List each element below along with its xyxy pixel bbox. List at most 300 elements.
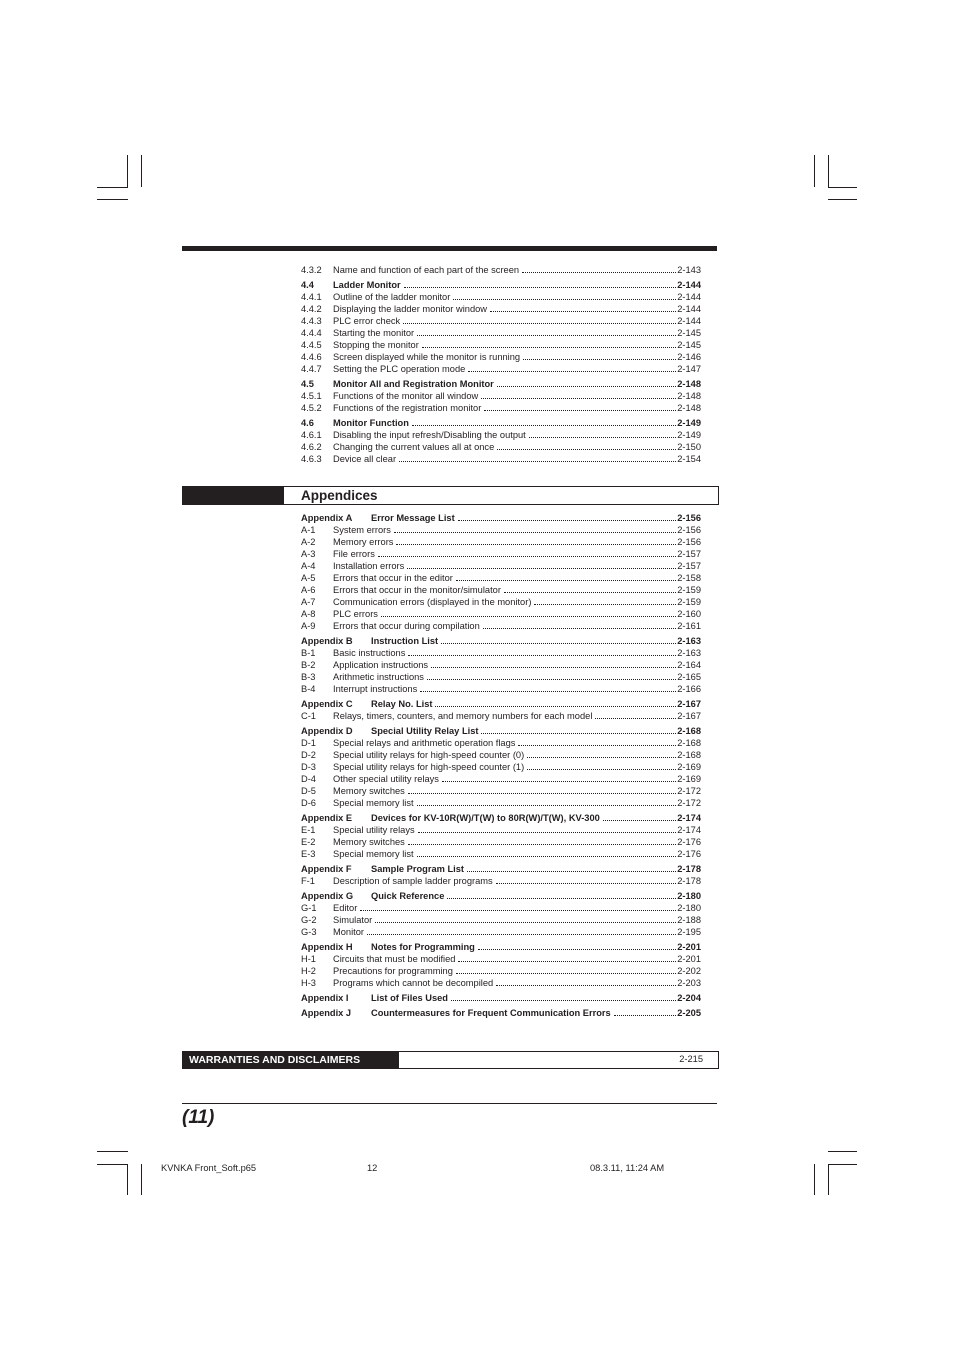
toc-entry-row <box>301 536 701 548</box>
toc-dot-leader <box>468 363 676 372</box>
toc-entry-page: 2-154 <box>677 454 701 464</box>
toc-entry-page: 2-167 <box>677 699 701 709</box>
toc-entry-page: 2-144 <box>677 316 701 326</box>
toc-entry-number: D-1 <box>301 738 316 748</box>
toc-dot-leader <box>431 659 676 668</box>
toc-entry-number: B-3 <box>301 672 316 682</box>
toc-entry-number: A-1 <box>301 525 316 535</box>
toc-entry-page: 2-160 <box>677 609 701 619</box>
crop-mark-top-right-h1 <box>828 187 857 188</box>
toc-entry-title: Monitor <box>333 927 365 937</box>
toc-entry-title: Disabling the input refresh/Disabling the output <box>333 430 526 440</box>
toc-entry-title: Devices for KV-10R(W)/T(W) to 80R(W)/T(W), KV-300 <box>371 813 600 823</box>
toc-entry-page: 2-156 <box>677 537 701 547</box>
toc-dot-leader <box>456 965 676 974</box>
toc-dot-leader <box>481 390 676 399</box>
slug-filename: KVNKA Front_Soft.p65 <box>161 1163 257 1173</box>
toc-entry-title: Errors that occur in the monitor/simulator <box>333 585 501 595</box>
toc-entry-title: System errors <box>333 525 391 535</box>
toc-entry-page: 2-149 <box>677 430 701 440</box>
toc-dot-leader <box>435 698 676 707</box>
toc-entry-number: A-5 <box>301 573 316 583</box>
toc-dot-leader <box>404 279 677 288</box>
toc-entry-row <box>301 390 701 402</box>
toc-dot-leader <box>407 560 676 569</box>
toc-dot-leader <box>360 902 676 911</box>
toc-entry-page: 2-168 <box>677 738 701 748</box>
toc-entry-page: 2-157 <box>677 561 701 571</box>
toc-entry-number: A-4 <box>301 561 316 571</box>
toc-entry-row <box>301 797 701 809</box>
toc-heading-row <box>301 635 701 647</box>
toc-dot-leader <box>399 453 676 462</box>
toc-dot-leader <box>456 572 676 581</box>
toc-dot-leader <box>441 635 676 644</box>
toc-entry-title: Special utility relays <box>333 825 415 835</box>
toc-entry-number: D-3 <box>301 762 316 772</box>
toc-entry-title: Relay No. List <box>371 699 433 709</box>
toc-entry-page: 2-157 <box>677 549 701 559</box>
toc-dot-leader <box>504 584 676 593</box>
toc-entry-title: Screen displayed while the monitor is running <box>333 352 521 362</box>
toc-dot-leader <box>408 785 676 794</box>
toc-dot-leader <box>478 941 676 950</box>
toc-dot-leader <box>529 429 676 438</box>
toc-dot-leader <box>483 620 676 629</box>
toc-entry-title: Errors that occur in the editor <box>333 573 453 583</box>
toc-entry-number: A-6 <box>301 585 316 595</box>
toc-entry-number: B-1 <box>301 648 316 658</box>
toc-entry-number: G-1 <box>301 903 317 913</box>
toc-entry-title: Displaying the ladder monitor window <box>333 304 487 314</box>
slug-date: 08.3.11, 11:24 AM <box>590 1163 665 1173</box>
toc-entry-title: Circuits that must be modified <box>333 954 456 964</box>
toc-entry-row <box>301 584 701 596</box>
toc-entry-number: A-2 <box>301 537 316 547</box>
toc-entry-number: Appendix H <box>301 942 353 952</box>
toc-entry-title: Monitor All and Registration Monitor <box>333 379 494 389</box>
toc-entry-row <box>301 749 701 761</box>
toc-dot-leader <box>458 512 677 521</box>
toc-entry-page: 2-144 <box>677 280 701 290</box>
toc-entry-page: 2-161 <box>677 621 701 631</box>
toc-entry-row <box>301 761 701 773</box>
toc-entry-number: Appendix I <box>301 993 349 1003</box>
toc-dot-leader <box>375 914 676 923</box>
toc-entry-page: 2-168 <box>677 750 701 760</box>
appendices-heading: Appendices <box>301 488 378 503</box>
toc-entry-page: 2-150 <box>677 442 701 452</box>
toc-entry-row <box>301 914 701 926</box>
toc-dot-leader <box>603 812 676 821</box>
toc-entry-page: 2-144 <box>677 304 701 314</box>
crop-mark-bottom-right-h1 <box>828 1151 857 1152</box>
toc-entry-row <box>301 548 701 560</box>
warranties-page: 2-215 <box>679 1054 703 1064</box>
toc-dot-leader <box>418 824 677 833</box>
toc-entry-number: Appendix F <box>301 864 352 874</box>
toc-entry-row <box>301 620 701 632</box>
toc-heading-row <box>301 1007 701 1019</box>
toc-entry-row <box>301 965 701 977</box>
toc-entry-title: Outline of the ladder monitor <box>333 292 451 302</box>
toc-heading-row <box>301 890 701 902</box>
toc-entry-title: Simulator <box>333 915 373 925</box>
toc-entry-row <box>301 291 701 303</box>
toc-entry-page: 2-163 <box>677 648 701 658</box>
toc-dot-leader <box>417 797 677 806</box>
toc-entry-page: 2-158 <box>677 573 701 583</box>
toc-heading-row <box>301 863 701 875</box>
toc-dot-leader <box>451 992 676 1001</box>
toc-entry-row <box>301 264 701 276</box>
toc-entry-title: Special utility relays for high-speed counter (1) <box>333 762 525 772</box>
crop-mark-top-left-h1 <box>97 187 128 188</box>
toc-entry-page: 2-174 <box>677 825 701 835</box>
toc-entry-page: 2-180 <box>677 903 701 913</box>
appendices-header <box>182 486 719 505</box>
toc-dot-leader <box>396 536 676 545</box>
toc-entry-number: Appendix C <box>301 699 353 709</box>
toc-dot-leader <box>522 264 676 273</box>
toc-entry-number: 4.4.5 <box>301 340 322 350</box>
toc-dot-leader <box>412 417 676 426</box>
header-rule <box>182 246 717 251</box>
toc-entry-title: Device all clear <box>333 454 397 464</box>
toc-entry-number: E-3 <box>301 849 316 859</box>
toc-entry-row <box>301 327 701 339</box>
toc-entry-page: 2-145 <box>677 340 701 350</box>
toc-dot-leader <box>403 315 676 324</box>
toc-entry-title: Relays, timers, counters, and memory numbers for each model <box>333 711 593 721</box>
toc-entry-page: 2-156 <box>677 525 701 535</box>
toc-entry-number: 4.4 <box>301 280 314 290</box>
toc-entry-title: Other special utility relays <box>333 774 439 784</box>
crop-mark-bottom-right-v2 <box>828 1164 829 1195</box>
toc-entry-page: 2-165 <box>677 672 701 682</box>
toc-entry-title: Quick Reference <box>371 891 445 901</box>
toc-entry-number: 4.5 <box>301 379 314 389</box>
toc-entry-title: Errors that occur during compilation <box>333 621 480 631</box>
toc-entry-page: 2-201 <box>677 954 701 964</box>
toc-dot-leader <box>518 737 676 746</box>
toc-entry-number: F-1 <box>301 876 315 886</box>
footer-rule <box>182 1103 717 1104</box>
toc-entry-row <box>301 671 701 683</box>
toc-entry-title: Special memory list <box>333 798 414 808</box>
toc-entry-title: PLC errors <box>333 609 378 619</box>
toc-entry-title: Special utility relays for high-speed counter (0) <box>333 750 525 760</box>
toc-entry-title: Interrupt instructions <box>333 684 418 694</box>
toc-entry-number: Appendix G <box>301 891 354 901</box>
toc-entry-row <box>301 453 701 465</box>
toc-entry-number: Appendix D <box>301 726 353 736</box>
toc-entry-title: Special Utility Relay List <box>371 726 479 736</box>
toc-dot-leader <box>490 303 676 312</box>
crop-mark-bottom-left-h1 <box>97 1151 128 1152</box>
toc-entry-row <box>301 926 701 938</box>
crop-mark-bottom-right-h2 <box>828 1164 857 1165</box>
toc-dot-leader <box>417 848 677 857</box>
toc-entry-page: 2-148 <box>677 403 701 413</box>
toc-entry-title: Changing the current values all at once <box>333 442 495 452</box>
toc-entry-number: D-2 <box>301 750 316 760</box>
toc-entry-number: G-3 <box>301 927 317 937</box>
toc-entry-row <box>301 683 701 695</box>
toc-heading-row <box>301 417 701 429</box>
toc-entry-page: 2-172 <box>677 786 701 796</box>
toc-entry-number: A-9 <box>301 621 316 631</box>
toc-entry-title: Memory errors <box>333 537 394 547</box>
toc-entry-title: Ladder Monitor <box>333 280 401 290</box>
toc-entry-page: 2-159 <box>677 585 701 595</box>
toc-entry-row <box>301 441 701 453</box>
toc-entry-title: Arithmetic instructions <box>333 672 424 682</box>
toc-dot-leader <box>427 671 676 680</box>
toc-entry-row <box>301 524 701 536</box>
toc-entry-page: 2-166 <box>677 684 701 694</box>
toc-entry-page: 2-159 <box>677 597 701 607</box>
toc-entry-row <box>301 363 701 375</box>
toc-dot-leader <box>447 890 676 899</box>
toc-entry-page: 2-203 <box>677 978 701 988</box>
page-number: (11) <box>182 1107 215 1128</box>
toc-entry-number: 4.4.1 <box>301 292 322 302</box>
toc-entry-row <box>301 560 701 572</box>
toc-entry-row <box>301 875 701 887</box>
toc-dot-leader <box>497 441 676 450</box>
toc-dot-leader <box>467 863 676 872</box>
crop-mark-top-right-h2 <box>828 199 857 200</box>
toc-heading-row <box>301 512 701 524</box>
toc-appendices <box>301 509 701 1019</box>
toc-entry-title: Special relays and arithmetic operation flags <box>333 738 516 748</box>
toc-heading-row <box>301 812 701 824</box>
crop-mark-top-left-v1 <box>127 155 128 187</box>
toc-entry-title: Sample Program List <box>371 864 464 874</box>
toc-entry-row <box>301 608 701 620</box>
crop-mark-top-left-h2 <box>97 199 128 200</box>
toc-entry-page: 2-168 <box>677 726 701 736</box>
toc-dot-leader <box>394 524 676 533</box>
toc-entry-title: Countermeasures for Frequent Communication Errors <box>371 1008 611 1018</box>
toc-section-4 <box>301 264 701 465</box>
toc-entry-title: Special memory list <box>333 849 414 859</box>
toc-entry-title: Memory switches <box>333 837 405 847</box>
crop-mark-top-right-v1 <box>814 155 815 187</box>
toc-entry-number: 4.6.1 <box>301 430 322 440</box>
toc-dot-leader <box>408 647 676 656</box>
toc-entry-number: E-1 <box>301 825 316 835</box>
toc-entry-row <box>301 848 701 860</box>
toc-entry-page: 2-148 <box>677 379 701 389</box>
toc-entry-row <box>301 737 701 749</box>
toc-entry-number: C-1 <box>301 711 316 721</box>
toc-entry-row <box>301 351 701 363</box>
toc-entry-page: 2-172 <box>677 798 701 808</box>
toc-entry-page: 2-156 <box>677 513 701 523</box>
toc-entry-row <box>301 659 701 671</box>
toc-entry-page: 2-174 <box>677 813 701 823</box>
toc-entry-row <box>301 836 701 848</box>
toc-entry-number: 4.4.4 <box>301 328 322 338</box>
toc-entry-number: A-7 <box>301 597 316 607</box>
toc-heading-row <box>301 725 701 737</box>
toc-heading-row <box>301 992 701 1004</box>
toc-entry-number: 4.3.2 <box>301 265 322 275</box>
toc-entry-number: G-2 <box>301 915 317 925</box>
toc-dot-leader <box>367 926 676 935</box>
toc-entry-page: 2-201 <box>677 942 701 952</box>
toc-entry-number: D-4 <box>301 774 316 784</box>
toc-entry-page: 2-163 <box>677 636 701 646</box>
crop-mark-bottom-right-v1 <box>814 1164 815 1195</box>
toc-entry-row <box>301 785 701 797</box>
toc-dot-leader <box>442 773 676 782</box>
toc-entry-row <box>301 710 701 722</box>
toc-entry-row <box>301 773 701 785</box>
crop-mark-top-left-v2 <box>141 155 142 187</box>
toc-entry-page: 2-188 <box>677 915 701 925</box>
toc-entry-title: Functions of the registration monitor <box>333 403 482 413</box>
toc-entry-title: PLC error check <box>333 316 401 326</box>
toc-dot-leader <box>497 378 676 387</box>
toc-entry-page: 2-180 <box>677 891 701 901</box>
toc-entry-row <box>301 953 701 965</box>
toc-entry-page: 2-145 <box>677 328 701 338</box>
toc-entry-row <box>301 315 701 327</box>
toc-entry-number: 4.5.1 <box>301 391 322 401</box>
toc-entry-page: 2-167 <box>677 711 701 721</box>
warranties-label: WARRANTIES AND DISCLAIMERS <box>183 1052 399 1068</box>
toc-entry-number: Appendix A <box>301 513 353 523</box>
toc-entry-title: Notes for Programming <box>371 942 475 952</box>
toc-dot-leader <box>381 608 676 617</box>
toc-entry-title: File errors <box>333 549 375 559</box>
toc-entry-title: Communication errors (displayed in the monitor) <box>333 597 532 607</box>
toc-entry-number: B-4 <box>301 684 316 694</box>
toc-entry-title: Installation errors <box>333 561 405 571</box>
toc-entry-row <box>301 339 701 351</box>
toc-entry-title: Error Message List <box>371 513 455 523</box>
toc-entry-number: Appendix B <box>301 636 353 646</box>
toc-heading-row <box>301 378 701 390</box>
toc-dot-leader <box>484 402 676 411</box>
toc-entry-page: 2-144 <box>677 292 701 302</box>
toc-entry-page: 2-169 <box>677 774 701 784</box>
toc-dot-leader <box>408 836 676 845</box>
toc-dot-leader <box>614 1007 677 1016</box>
toc-entry-page: 2-147 <box>677 364 701 374</box>
toc-dot-leader <box>523 351 676 360</box>
toc-entry-number: 4.4.2 <box>301 304 322 314</box>
toc-entry-title: Programs which cannot be decompiled <box>333 978 494 988</box>
crop-mark-bottom-left-h2 <box>97 1164 128 1165</box>
toc-entry-title: List of Files Used <box>371 993 448 1003</box>
slug-sheet: 12 <box>367 1163 378 1173</box>
toc-entry-number: 4.6.2 <box>301 442 322 452</box>
toc-entry-row <box>301 303 701 315</box>
toc-entry-page: 2-148 <box>677 391 701 401</box>
toc-entry-title: Setting the PLC operation mode <box>333 364 466 374</box>
toc-heading-row <box>301 941 701 953</box>
toc-entry-title: Memory switches <box>333 786 405 796</box>
toc-dot-leader <box>595 710 676 719</box>
toc-entry-page: 2-143 <box>677 265 701 275</box>
toc-dot-leader <box>378 548 676 557</box>
toc-entry-number: H-1 <box>301 954 316 964</box>
toc-entry-number: 4.4.6 <box>301 352 322 362</box>
toc-dot-leader <box>527 761 676 770</box>
toc-dot-leader <box>420 683 676 692</box>
toc-dot-leader <box>534 596 676 605</box>
toc-dot-leader <box>453 291 676 300</box>
toc-heading-row <box>301 279 701 291</box>
toc-entry-page: 2-204 <box>677 993 701 1003</box>
toc-dot-leader <box>422 339 676 348</box>
toc-entry-number: Appendix E <box>301 813 353 823</box>
toc-dot-leader <box>496 977 676 986</box>
toc-entry-title: Instruction List <box>371 636 439 646</box>
toc-entry-row <box>301 824 701 836</box>
crop-mark-top-right-v2 <box>828 155 829 187</box>
toc-entry-number: 4.4.7 <box>301 364 322 374</box>
toc-entry-page: 2-149 <box>677 418 701 428</box>
toc-entry-number: 4.5.2 <box>301 403 322 413</box>
toc-entry-number: Appendix J <box>301 1008 352 1018</box>
toc-entry-row <box>301 977 701 989</box>
crop-mark-bottom-left-v1 <box>127 1164 128 1195</box>
toc-entry-title: Starting the monitor <box>333 328 415 338</box>
toc-entry-number: 4.6 <box>301 418 314 428</box>
toc-entry-row <box>301 429 701 441</box>
toc-entry-number: A-8 <box>301 609 316 619</box>
toc-entry-title: Precautions for programming <box>333 966 453 976</box>
toc-entry-page: 2-176 <box>677 837 701 847</box>
toc-entry-number: 4.6.3 <box>301 454 322 464</box>
toc-entry-row <box>301 596 701 608</box>
toc-dot-leader <box>527 749 676 758</box>
toc-entry-title: Description of sample ladder programs <box>333 876 493 886</box>
toc-entry-title: Stopping the monitor <box>333 340 419 350</box>
toc-entry-page: 2-195 <box>677 927 701 937</box>
toc-entry-number: H-3 <box>301 978 316 988</box>
toc-entry-page: 2-205 <box>677 1008 701 1018</box>
toc-entry-page: 2-176 <box>677 849 701 859</box>
toc-entry-title: Monitor Function <box>333 418 409 428</box>
toc-entry-number: A-3 <box>301 549 316 559</box>
toc-dot-leader <box>417 327 676 336</box>
toc-entry-number: B-2 <box>301 660 316 670</box>
toc-heading-row <box>301 698 701 710</box>
toc-entry-number: E-2 <box>301 837 316 847</box>
toc-entry-row <box>301 402 701 414</box>
warranties-row <box>182 1051 719 1069</box>
toc-entry-number: D-5 <box>301 786 316 796</box>
toc-entry-page: 2-169 <box>677 762 701 772</box>
toc-entry-number: H-2 <box>301 966 316 976</box>
toc-entry-page: 2-202 <box>677 966 701 976</box>
toc-entry-title: Editor <box>333 903 358 913</box>
toc-dot-leader <box>481 725 676 734</box>
toc-entry-title: Functions of the monitor all window <box>333 391 479 401</box>
toc-entry-page: 2-178 <box>677 864 701 874</box>
toc-entry-page: 2-164 <box>677 660 701 670</box>
toc-entry-row <box>301 572 701 584</box>
toc-entry-row <box>301 647 701 659</box>
toc-entry-page: 2-178 <box>677 876 701 886</box>
toc-entry-title: Basic instructions <box>333 648 406 658</box>
